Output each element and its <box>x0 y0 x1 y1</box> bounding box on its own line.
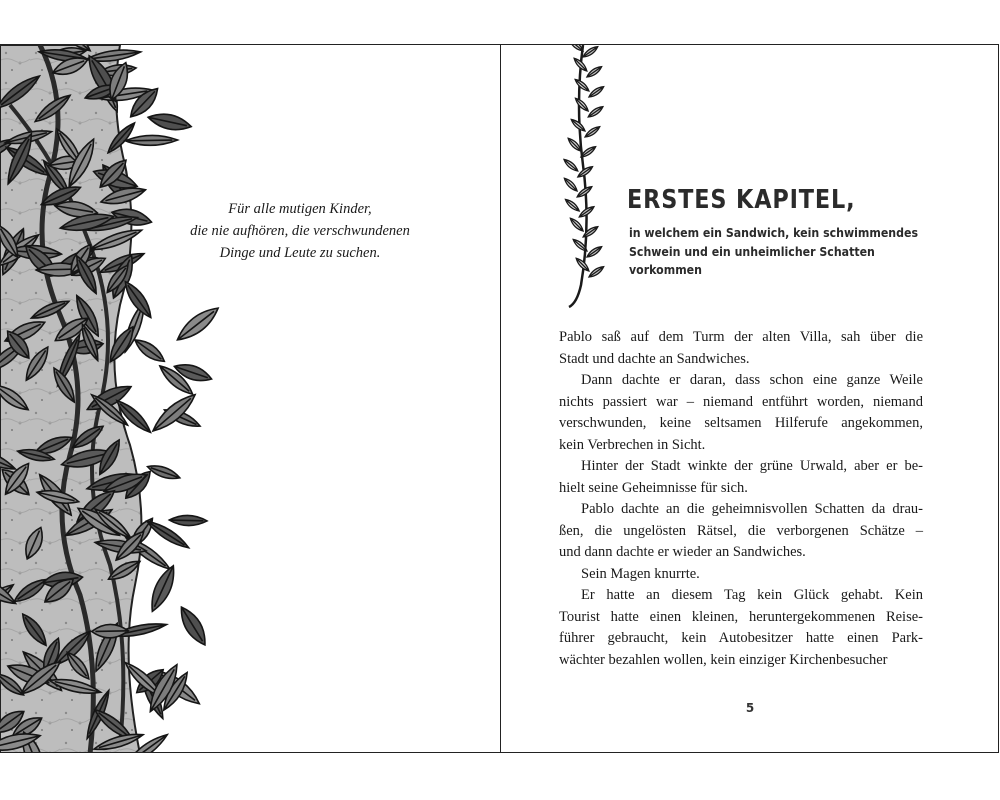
text-line: Pablo dachte an die geheimnisvollen Schatten da drau- <box>581 501 923 517</box>
text-line: Hinter der Stadt winkte der grüne Urwald, aber er be- <box>581 458 923 474</box>
leaf-shape <box>574 97 590 113</box>
text-line: Sein Magen knurrte. <box>581 565 700 582</box>
vine-illustration-right <box>553 45 613 315</box>
leaf-shape <box>173 302 223 345</box>
leaf-shape <box>564 198 581 213</box>
text-line: führer gebraucht, kein Autobesitzer hatte einen Park- <box>559 630 923 646</box>
leaf-shape <box>169 515 207 526</box>
paragraph <box>559 499 923 564</box>
paragraph <box>559 585 923 671</box>
paragraph <box>559 564 923 586</box>
text-line: wächter bezahlen wollen, kein einziger Kirchenbesucher <box>559 651 888 668</box>
leaf-shape <box>146 462 181 482</box>
right-page <box>500 45 999 752</box>
text-line: nichts passiert war – niemand entführt worden, niemand <box>559 393 923 410</box>
text-line: verschwunden, keine seltsamen Hilferufe angekommen, <box>559 415 923 431</box>
text-line: ßen, die ungelösten Rätsel, die verborgenen Schätze – <box>559 522 923 539</box>
dedication-line: Dinge und Leute zu suchen. <box>219 245 381 261</box>
leaf-shape <box>569 217 585 233</box>
left-page <box>0 45 500 752</box>
chapter-subtitle-line: Schwein und ein unheimlicher Schatten <box>629 243 875 259</box>
leaf-shape <box>587 265 605 279</box>
page-number: 5 <box>745 701 755 715</box>
text-line: Tourist hatte einen kleinen, heruntergekommenen Reise- <box>559 608 923 625</box>
text-line: Er hatte an diesem Tag kein Glück gehabt. Kein <box>581 587 923 603</box>
leaf-shape <box>148 390 199 437</box>
text-line: kein Verbrechen in Sicht. <box>559 436 706 453</box>
chapter-subtitle-line: in welchem ein Sandwich, kein schwimmendes <box>629 225 919 240</box>
text-line: Dann dachte er daran, dass schon eine ganze Weile <box>581 372 923 388</box>
leaf-shape <box>175 603 211 649</box>
leaf-shape <box>587 105 605 119</box>
leaf-shape <box>132 335 168 366</box>
paragraph <box>559 327 923 370</box>
dedication-line: die nie aufhören, die verschwundenen <box>190 223 410 239</box>
text-line: Stadt und dachte an Sandwiches. <box>559 350 750 367</box>
leaf-shape <box>582 225 600 239</box>
text-line: hielt seine Geheimnisse für sich. <box>559 479 748 496</box>
leaf-shape <box>574 78 591 93</box>
leaf-shape <box>587 85 605 99</box>
text-line: Pablo saß auf dem Turm der alten Villa, sah über die <box>559 329 923 345</box>
chapter-subtitle <box>629 224 919 280</box>
leaf-shape <box>147 110 193 133</box>
text-line: und dann dachte er wieder an Sandwiches. <box>559 544 806 560</box>
chapter-title: ERSTES KAPITEL, <box>627 185 856 215</box>
leaf-shape <box>584 125 602 139</box>
dedication-line: Für alle mutigen Kinder, <box>228 201 372 217</box>
paragraph <box>559 456 923 499</box>
chapter-subtitle-line: vorkommen <box>629 262 702 277</box>
leaf-shape <box>585 65 603 79</box>
chapter-body-text <box>559 327 923 671</box>
leaf-shape <box>125 135 178 146</box>
paragraph <box>559 370 923 456</box>
leaf-shape <box>563 177 579 193</box>
dedication <box>150 198 450 264</box>
leaf-shape <box>146 563 180 615</box>
leaf-shape <box>582 45 600 59</box>
vine-illustration-left <box>0 45 230 752</box>
book-spread <box>0 44 999 753</box>
leaf-shape <box>562 158 579 173</box>
leaf-shape <box>586 245 604 259</box>
